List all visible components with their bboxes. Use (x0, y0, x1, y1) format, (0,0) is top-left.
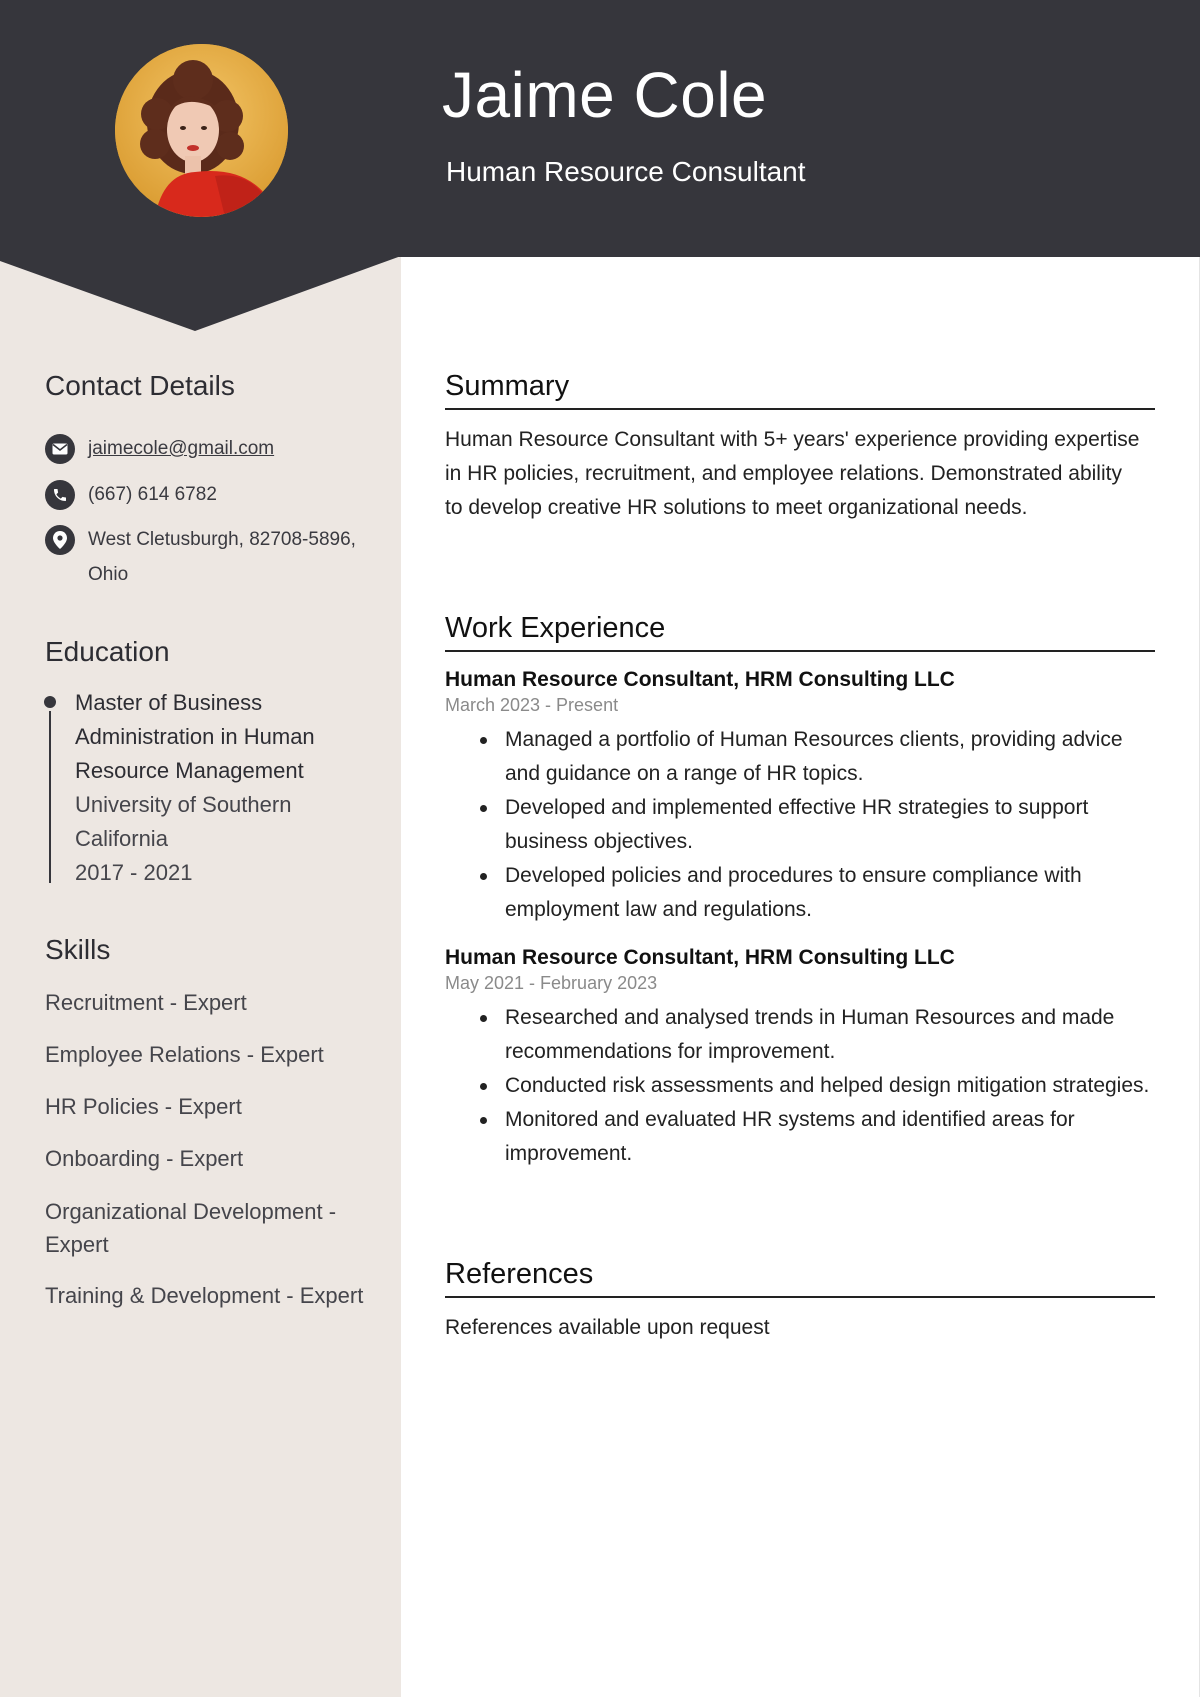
skill-item: Organizational Development - Expert (45, 1199, 337, 1257)
skill-item: Employee Relations - Expert (45, 1042, 324, 1067)
header-chevron (0, 256, 401, 331)
education-years: 2017 - 2021 (75, 860, 193, 885)
education-school: University of Southern California (75, 792, 292, 851)
education-heading: Education (45, 636, 170, 667)
summary-heading: Summary (445, 368, 1155, 410)
job-bullets (475, 1001, 1155, 1171)
skill-item: HR Policies - Expert (45, 1094, 242, 1119)
candidate-title: Human Resource Consultant (446, 156, 806, 187)
envelope-icon (45, 434, 75, 464)
phone-icon (45, 480, 75, 510)
job-bullets (475, 723, 1155, 927)
work-experience-heading: Work Experience (445, 610, 1155, 652)
job-title: Human Resource Consultant, HRM Consulting LLC (445, 668, 955, 691)
contact-address-row (45, 525, 356, 592)
education-degree: Master of Business Administration in Human Resource Management (75, 690, 315, 783)
contact-phone: (667) 614 6782 (88, 484, 217, 505)
sidebar-background (0, 255, 401, 1697)
candidate-name: Jaime Cole (442, 59, 768, 131)
summary-text: Human Resource Consultant with 5+ years' experience providing expertise in HR policies, recruitment, and employee relations. Demonstrated ability to develop creative HR solutions to meet organizational needs. (445, 428, 1140, 519)
job-bullet: Developed policies and procedures to ensure compliance with employment law and regulations. (475, 859, 1155, 927)
contact-email-row[interactable] (45, 434, 274, 466)
timeline-dot (44, 696, 56, 708)
contact-phone-row (45, 480, 217, 512)
contact-address-line1: West Cletusburgh, 82708-5896, (88, 529, 356, 550)
job-bullet: Conducted risk assessments and helped design mitigation strategies. (475, 1069, 1155, 1103)
skill-item: Recruitment - Expert (45, 990, 247, 1015)
contact-email[interactable]: jaimecole@gmail.com (88, 438, 275, 459)
references-text: References available upon request (445, 1316, 770, 1339)
job-title: Human Resource Consultant, HRM Consulting LLC (445, 946, 955, 969)
skill-item: Training & Development - Expert (45, 1283, 364, 1308)
timeline-line (49, 711, 51, 883)
job-bullet: Managed a portfolio of Human Resources clients, providing advice and guidance on a range of HR topics. (475, 723, 1155, 791)
contact-address (88, 522, 356, 592)
job-bullet: Monitored and evaluated HR systems and identified areas for improvement. (475, 1103, 1155, 1171)
profile-photo (115, 44, 288, 217)
job-bullet: Researched and analysed trends in Human Resources and made recommendations for improvement. (475, 1001, 1155, 1069)
skills-heading: Skills (45, 934, 111, 965)
job-dates: May 2021 - February 2023 (445, 973, 658, 993)
job-bullet: Developed and implemented effective HR strategies to support business objectives. (475, 791, 1155, 859)
references-heading: References (445, 1256, 1155, 1298)
location-pin-icon (45, 525, 75, 555)
contact-address-line2: Ohio (88, 564, 129, 585)
job-dates: March 2023 - Present (445, 695, 619, 715)
skill-item: Onboarding - Expert (45, 1146, 244, 1171)
contact-heading: Contact Details (45, 370, 235, 401)
